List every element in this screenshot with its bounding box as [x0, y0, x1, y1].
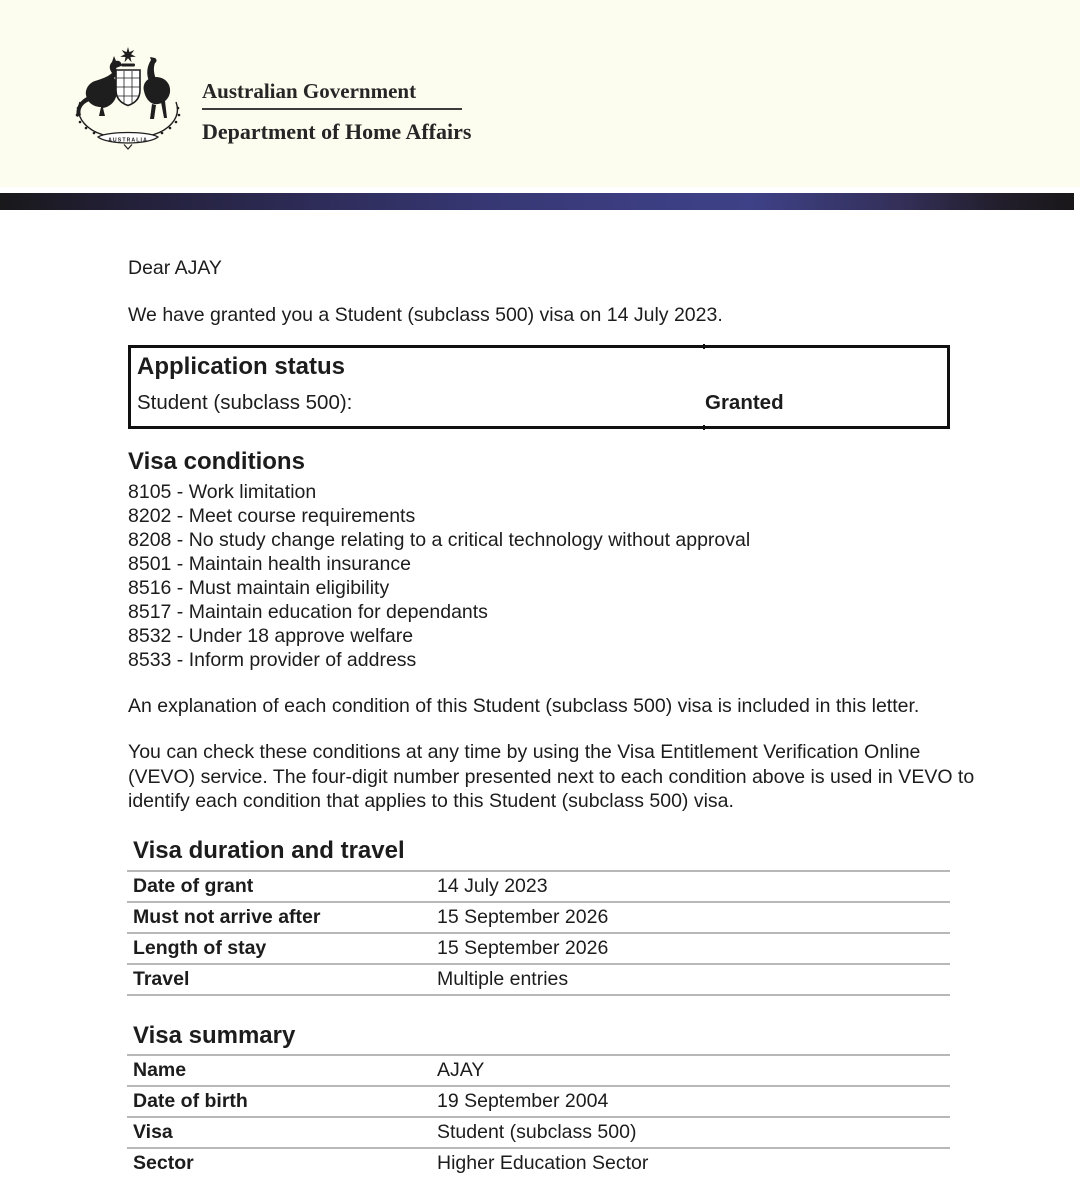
org-name: Australian Government	[202, 79, 417, 103]
table-row	[127, 901, 950, 932]
shield-icon	[116, 70, 140, 106]
row-label: Travel	[133, 968, 190, 990]
cell-divider-tick	[703, 344, 705, 349]
application-status-label: Student (subclass 500):	[137, 391, 353, 414]
table-row	[127, 870, 950, 901]
row-label: Name	[133, 1059, 187, 1081]
table-row	[127, 1147, 950, 1177]
letterhead-rule	[202, 108, 462, 110]
vevo-paragraph: You can check these conditions at any time by using the Visa Entitlement Verification Online (VEVO) service. The four-digit number presented next to each condition above is used in VEVO to identify each condition that applies to this Student (subclass 500) visa.	[128, 741, 975, 812]
condition-item: 8208 - No study change relating to a critical technology without approval	[128, 529, 751, 551]
visa-summary-table	[127, 1054, 950, 1177]
intro-sentence: We have granted you a Student (subclass 500) visa on 14 July 2023.	[128, 304, 723, 326]
row-value: AJAY	[437, 1059, 485, 1081]
emu-icon	[144, 77, 170, 104]
condition-item: 8501 - Maintain health insurance	[128, 553, 411, 575]
visa-conditions-heading: Visa conditions	[128, 448, 305, 475]
banner-text: AUSTRALIA	[108, 137, 148, 144]
condition-item: 8532 - Under 18 approve welfare	[128, 625, 414, 647]
row-value: Student (subclass 500)	[437, 1121, 637, 1143]
row-value: 15 September 2026	[437, 937, 609, 959]
condition-item: 8517 - Maintain education for dependants	[128, 601, 488, 623]
condition-item: 8533 - Inform provider of address	[128, 649, 417, 671]
condition-item: 8516 - Must maintain eligibility	[128, 577, 390, 599]
visa-duration-table	[127, 870, 950, 996]
application-status-value: Granted	[705, 391, 784, 414]
row-label: Must not arrive after	[133, 906, 321, 928]
table-row	[127, 1054, 950, 1085]
row-label: Visa	[133, 1121, 173, 1143]
cell-divider-tick	[703, 425, 705, 430]
table-row	[127, 1116, 950, 1147]
greeting: Dear AJAY	[128, 257, 222, 279]
explanation-paragraph: An explanation of each condition of this Student (subclass 500) visa is included in this letter.	[128, 695, 920, 717]
row-label: Length of stay	[133, 937, 267, 959]
australian-coat-of-arms-icon	[64, 46, 192, 156]
row-value: 19 September 2004	[437, 1090, 609, 1112]
visa-summary-heading: Visa summary	[133, 1022, 296, 1049]
visa-duration-heading: Visa duration and travel	[133, 837, 405, 864]
header-gradient-bar	[0, 193, 1074, 210]
application-status-title: Application status	[137, 353, 346, 380]
table-row	[127, 963, 950, 996]
table-row	[127, 932, 950, 963]
department-name: Department of Home Affairs	[202, 119, 472, 144]
row-label: Date of grant	[133, 875, 254, 897]
application-status-box	[128, 345, 950, 429]
row-label: Sector	[133, 1152, 194, 1174]
letterhead	[0, 0, 1080, 187]
row-label: Date of birth	[133, 1090, 248, 1112]
condition-item: 8202 - Meet course requirements	[128, 505, 416, 527]
row-value: Higher Education Sector	[437, 1152, 649, 1174]
table-row	[127, 1085, 950, 1116]
star-icon	[120, 47, 136, 62]
condition-item: 8105 - Work limitation	[128, 481, 317, 503]
row-value: 14 July 2023	[437, 875, 548, 897]
visa-conditions-list	[128, 480, 750, 672]
row-value: Multiple entries	[437, 968, 569, 990]
row-value: 15 September 2026	[437, 906, 609, 928]
